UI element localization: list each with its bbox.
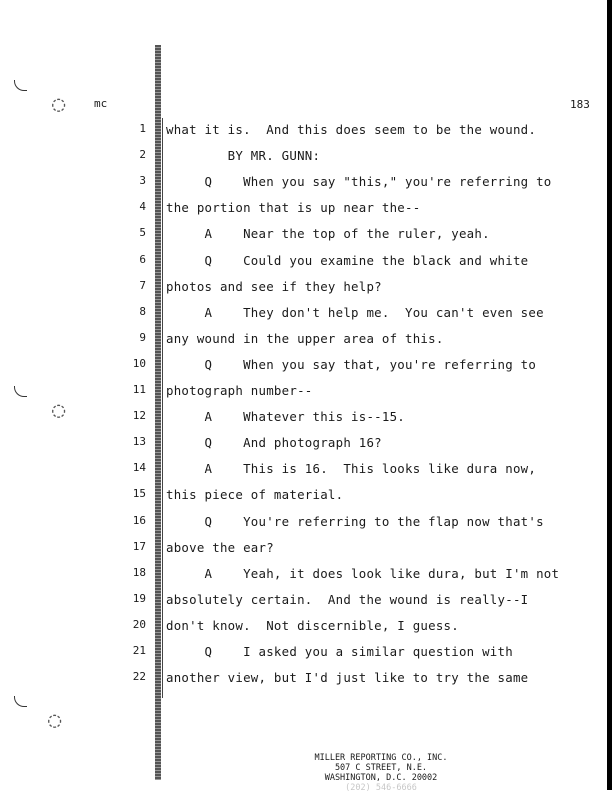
line-text: absolutely certain. And the wound is really--I: [166, 591, 529, 607]
line-text: A This is 16. This looks like dura now,: [166, 461, 537, 477]
line-number: 18: [132, 565, 146, 579]
line-number: 13: [132, 435, 146, 449]
binder-hole-mark: [14, 696, 27, 707]
footer: [300, 753, 462, 793]
binder-hole-mark: [14, 386, 27, 397]
punch-hole: ◌: [52, 92, 66, 117]
line-number: 11: [132, 383, 146, 396]
line-text: A Near the top of the ruler, yeah.: [166, 226, 490, 242]
line-number: 6: [139, 252, 146, 266]
line-text: Q Could you examine the black and white: [166, 252, 529, 268]
line-number: 4: [139, 200, 146, 214]
scan-edge: [607, 0, 612, 790]
line-text: photos and see if they help?: [166, 278, 382, 294]
line-text: the portion that is up near the--: [166, 200, 421, 216]
line-text: Q You're referring to the flap now that's: [166, 513, 544, 529]
binder-hole-mark: [14, 80, 27, 91]
line-number: 5: [139, 226, 146, 240]
line-number: 17: [132, 539, 146, 553]
footer-company: MILLER REPORTING CO., INC.: [314, 753, 448, 763]
line-number: 16: [132, 513, 146, 527]
line-number: 21: [132, 644, 146, 657]
line-text: BY MR. GUNN:: [166, 148, 321, 164]
line-text: don't know. Not discernible, I guess.: [166, 617, 459, 633]
line-number: 14: [132, 461, 146, 475]
line-text: above the ear?: [166, 539, 274, 555]
punch-hole: ◌: [52, 398, 66, 423]
line-text: A Whatever this is--15.: [166, 409, 406, 425]
line-text: Q I asked you a similar question with: [166, 644, 513, 659]
line-number: 1: [139, 122, 146, 135]
line-text: Q And photograph 16?: [166, 435, 382, 451]
line-text: another view, but I'd just like to try the same: [166, 670, 529, 686]
punch-hole: ◌: [48, 708, 62, 733]
line-number: 2: [139, 148, 146, 162]
line-text: A Yeah, it does look like dura, but I'm not: [166, 565, 560, 581]
footer-phone: (202) 546-6666: [345, 783, 417, 793]
line-number: 9: [139, 330, 146, 344]
line-number: 10: [132, 356, 146, 370]
margin-rule: [155, 45, 161, 780]
line-number: 20: [132, 617, 146, 631]
line-text: any wound in the upper area of this.: [166, 330, 444, 346]
line-text: photograph number--: [166, 383, 313, 398]
line-number: 3: [139, 174, 146, 188]
line-number: 22: [132, 670, 146, 684]
margin-rule-inner: [162, 118, 163, 698]
line-text: this piece of material.: [166, 487, 344, 503]
line-number: 19: [132, 591, 146, 605]
line-text: Q When you say that, you're referring to: [166, 356, 537, 372]
page-number: 183: [570, 98, 590, 111]
line-text: what it is. And this does seem to be the wound.: [166, 122, 537, 137]
line-text: A They don't help me. You can't even see: [166, 304, 544, 320]
reporter-initials: mc: [94, 97, 108, 110]
footer-street: 507 C STREET, N.E.: [334, 763, 428, 773]
line-number: 12: [132, 409, 146, 423]
line-number: 7: [139, 278, 146, 292]
footer-city: WASHINGTON, D.C. 20002: [324, 773, 438, 783]
line-text: Q When you say "this," you're referring to: [166, 174, 552, 190]
line-number: 15: [132, 487, 146, 501]
line-number: 8: [139, 304, 146, 318]
